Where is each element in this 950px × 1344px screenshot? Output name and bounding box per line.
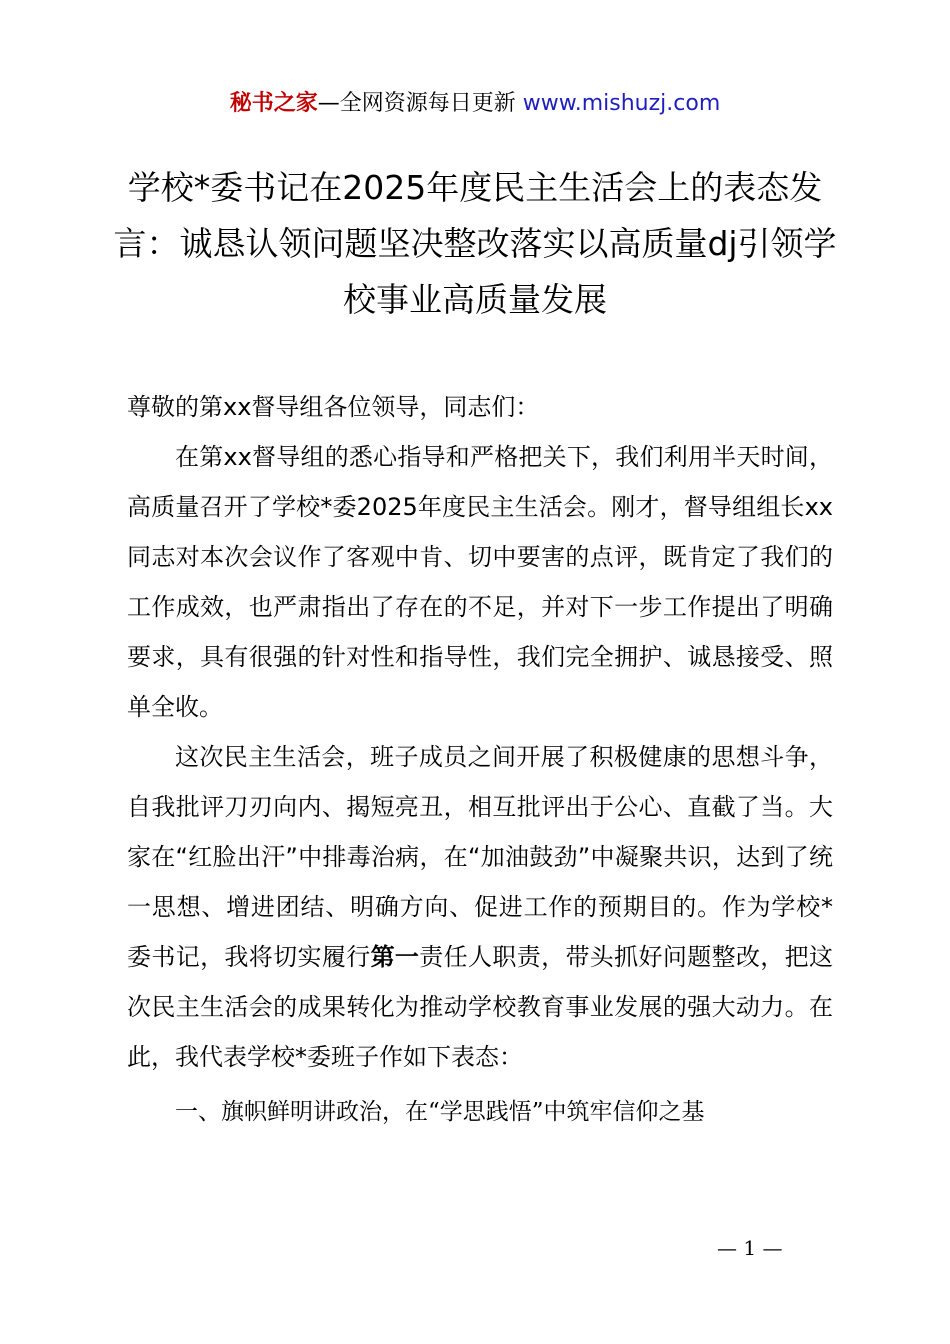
paragraph-2 (127, 732, 833, 1082)
paragraph-1: 在第xx督导组的悉心指导和严格把关下，我们利用半天时间，高质量召开了学校*委2025年度民主生活会。刚才，督导组组长xx同志对本次会议作了客观中肯、切中要害的点评，既肯定了我们的工作成效，也严肃指出了存在的不足，并对下一步工作提出了明确要求，具有很强的针对性和指导性，我们完全拥护、诚恳接受、照单全收。 (127, 443, 833, 721)
paragraph-2-part-b: 责任人职责，带头抓好问题整改，把这次民主生活会的成果转化为推动学校教育事业发展的强大动力。在此，我代表学校*委班子作如下表态： (127, 943, 834, 1071)
document-title: 学校*委书记在2025年度民主生活会上的表态发言：诚恳认领问题坚决整改落实以高质量dj引领学校事业高质量发展 (113, 168, 837, 319)
salutation: 尊敬的第xx督导组各位领导，同志们： (127, 393, 540, 421)
section-heading-1: 一、旗帜鲜明讲政治，在“学思践悟”中筑牢信仰之基 (175, 1099, 705, 1125)
brand-name: 秘书之家 (229, 91, 318, 116)
paragraph-2-part-a: 这次民主生活会，班子成员之间开展了积极健康的思想斗争，自我批评刀刃向内、揭短亮丑，相互批评出于公心、直截了当。大家在“红脸出汗”中排毒治病，在“加油鼓劲”中凝聚共识，达到了统一思想、增进团结、明确方向、促进工作的预期目的。作为学校*委书记，我将切实履行 (127, 743, 833, 971)
site-header (0, 88, 950, 120)
header-tagline: —全网资源每日更新 (317, 91, 523, 116)
site-url-link[interactable]: www.mishuzj.com (522, 91, 721, 116)
paragraph-2-bold: 第一 (370, 943, 420, 971)
document-body (127, 382, 833, 1137)
page-number: — 1 — (717, 1236, 783, 1260)
